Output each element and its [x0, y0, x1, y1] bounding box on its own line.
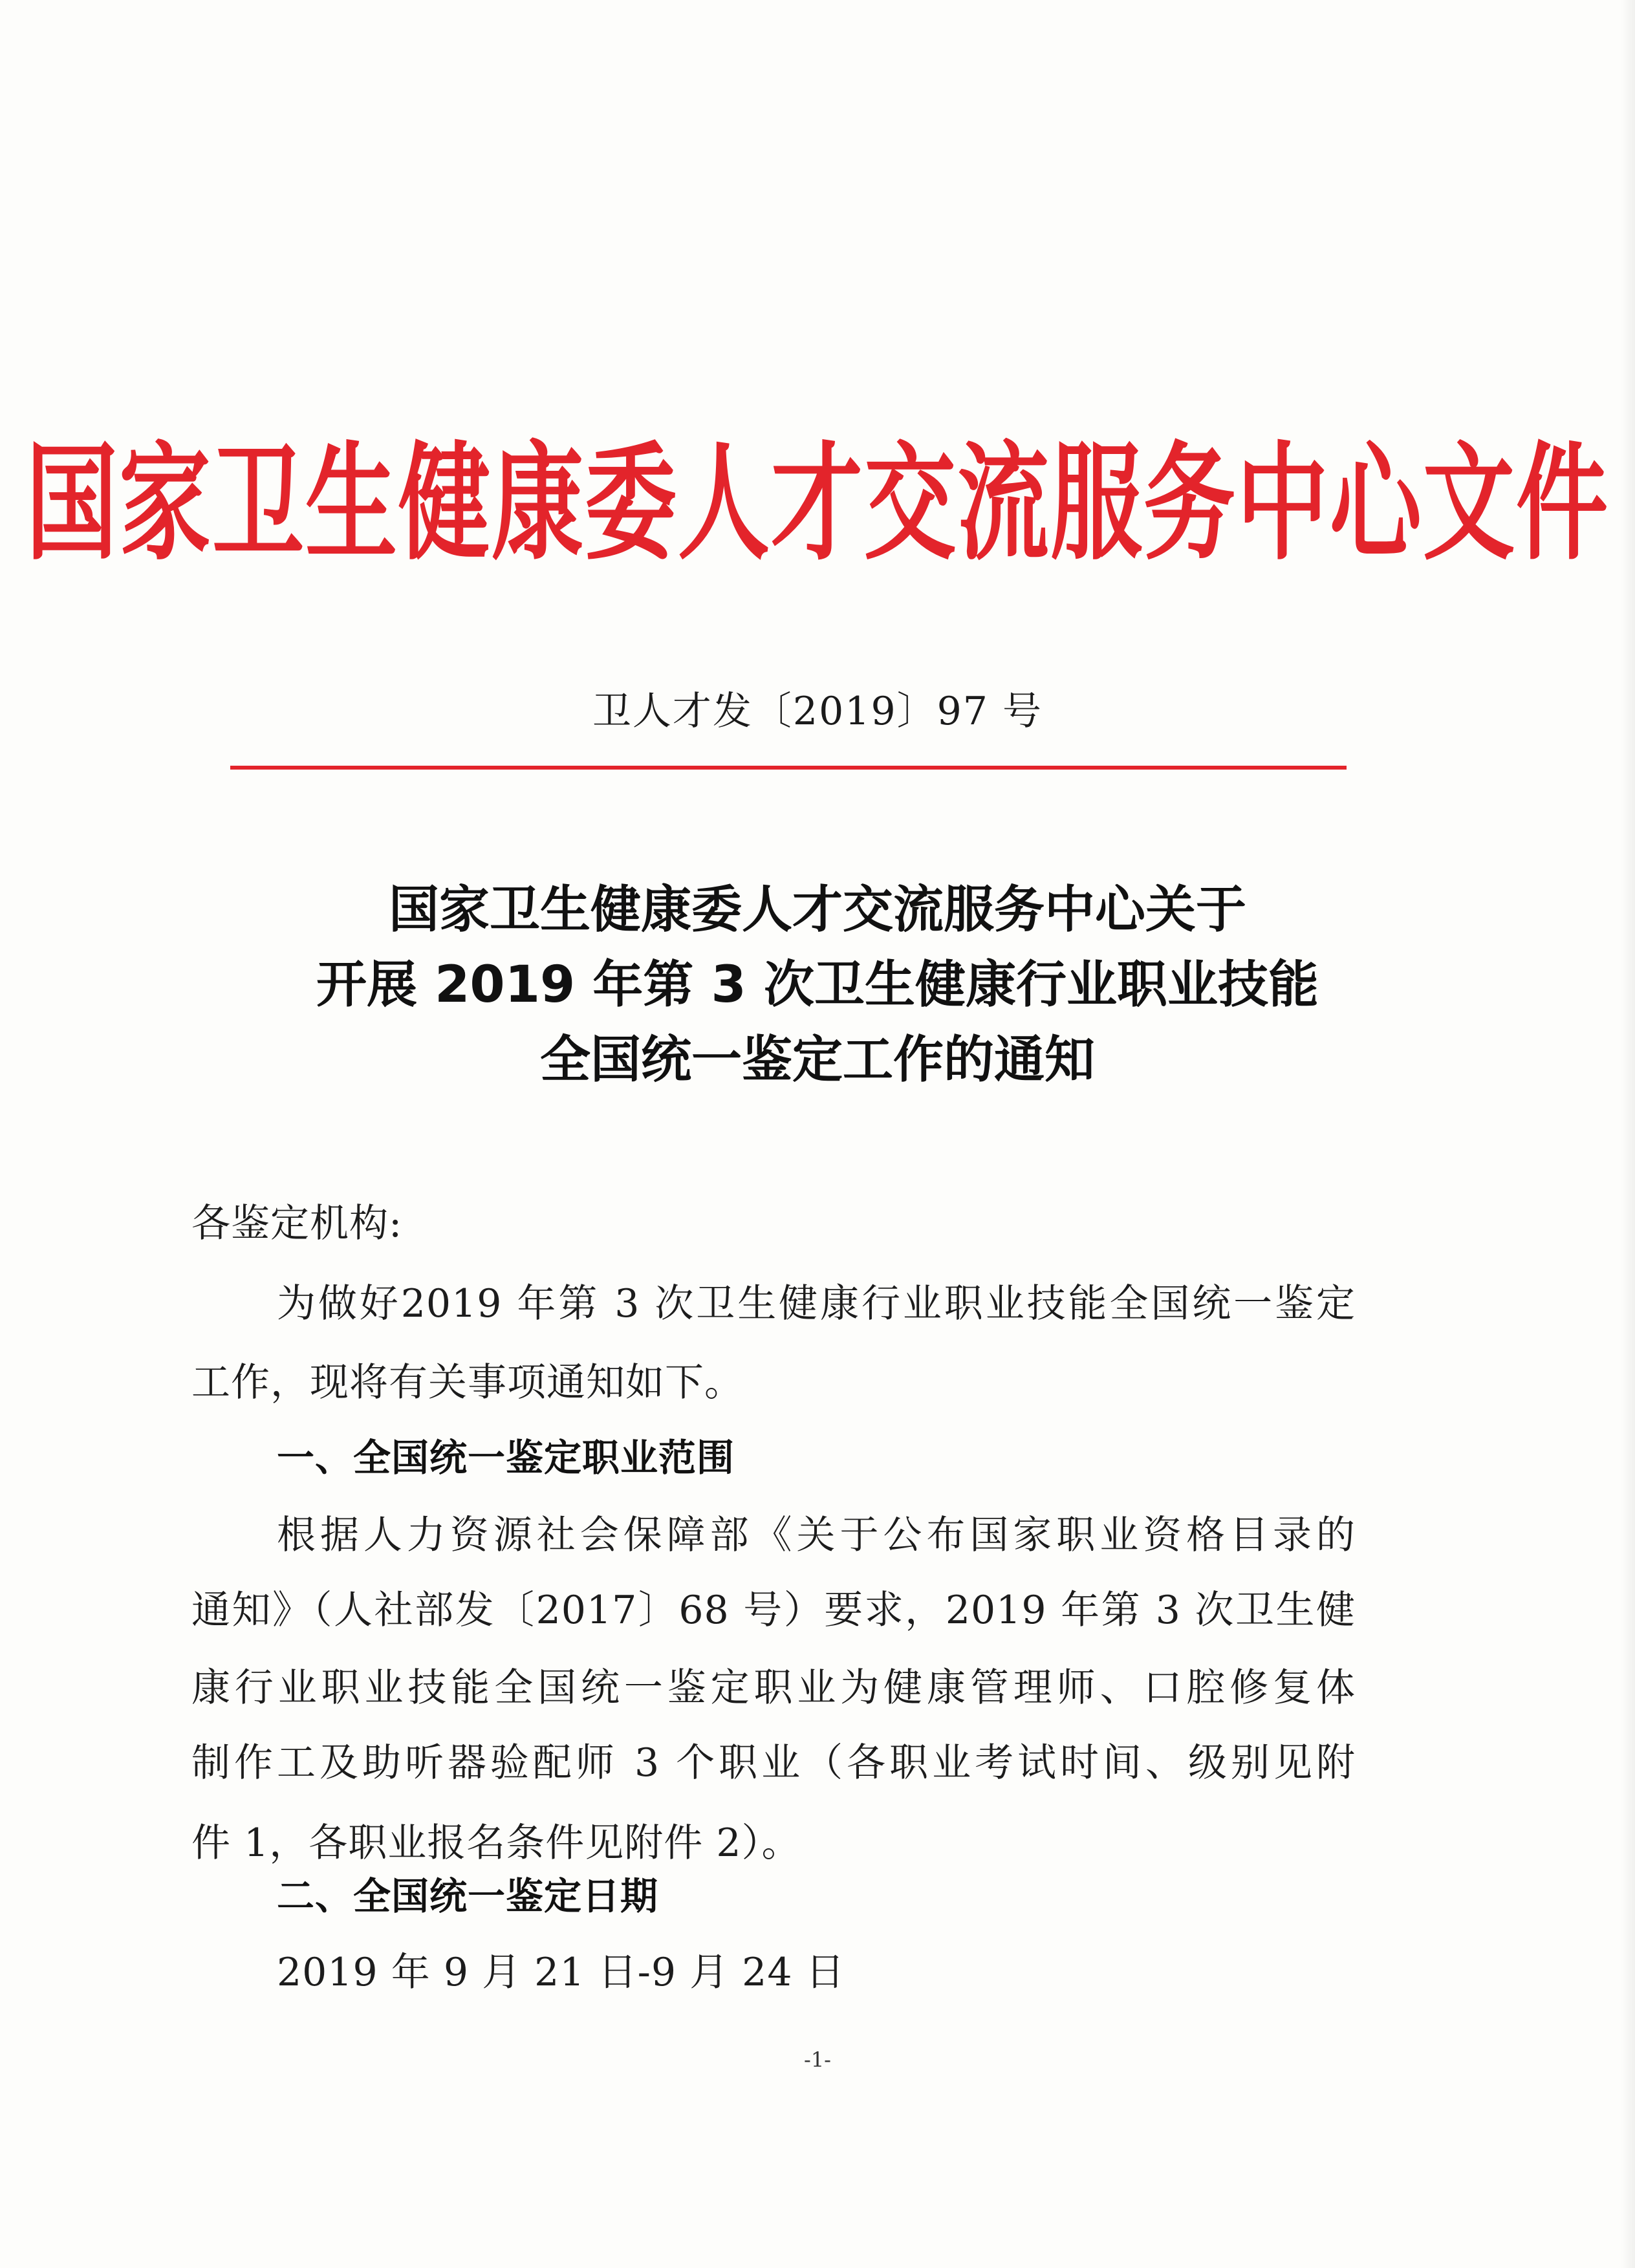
- section-1-heading: 一、全国统一鉴定职业范围: [277, 1436, 735, 1480]
- section-1-line-4: 制作工及助听器验配师 3 个职业（各职业考试时间、级别见附: [191, 1740, 1356, 1786]
- masthead: [0, 430, 1635, 578]
- masthead-title: 国家卫生健康委人才交流服务中心文件: [26, 430, 1609, 578]
- section-2-line-1: 2019 年 9 月 21 日-9 月 24 日: [277, 1950, 845, 1995]
- scan-edge-shadow: [1621, 0, 1635, 2268]
- document-number: 卫人才发〔2019〕97 号: [592, 689, 1043, 734]
- section-1-line-1: 根据人力资源社会保障部《关于公布国家职业资格目录的: [277, 1513, 1356, 1558]
- section-1-line-3: 康行业职业技能全国统一鉴定职业为健康管理师、口腔修复体: [191, 1665, 1356, 1711]
- notice-title-line-2: 开展 2019 年第 3 次卫生健康行业职业技能: [316, 956, 1319, 1014]
- section-1-line-2: 通知》（人社部发〔2017〕68 号）要求，2019 年第 3 次卫生健: [191, 1588, 1356, 1633]
- notice-title-line-3: 全国统一鉴定工作的通知: [539, 1031, 1095, 1089]
- notice-title-line-1: 国家卫生健康委人才交流服务中心关于: [388, 881, 1246, 939]
- section-2-heading: 二、全国统一鉴定日期: [277, 1874, 659, 1918]
- section-1-line-5: 件 1，各职业报名条件见附件 2）。: [191, 1820, 801, 1866]
- salutation: 各鉴定机构:: [191, 1201, 403, 1246]
- intro-line-2: 工作，现将有关事项通知如下。: [191, 1360, 744, 1405]
- page-number: -1-: [804, 2047, 831, 2072]
- red-divider-line: [230, 766, 1347, 770]
- intro-line-1: 为做好2019 年第 3 次卫生健康行业职业技能全国统一鉴定: [277, 1281, 1356, 1326]
